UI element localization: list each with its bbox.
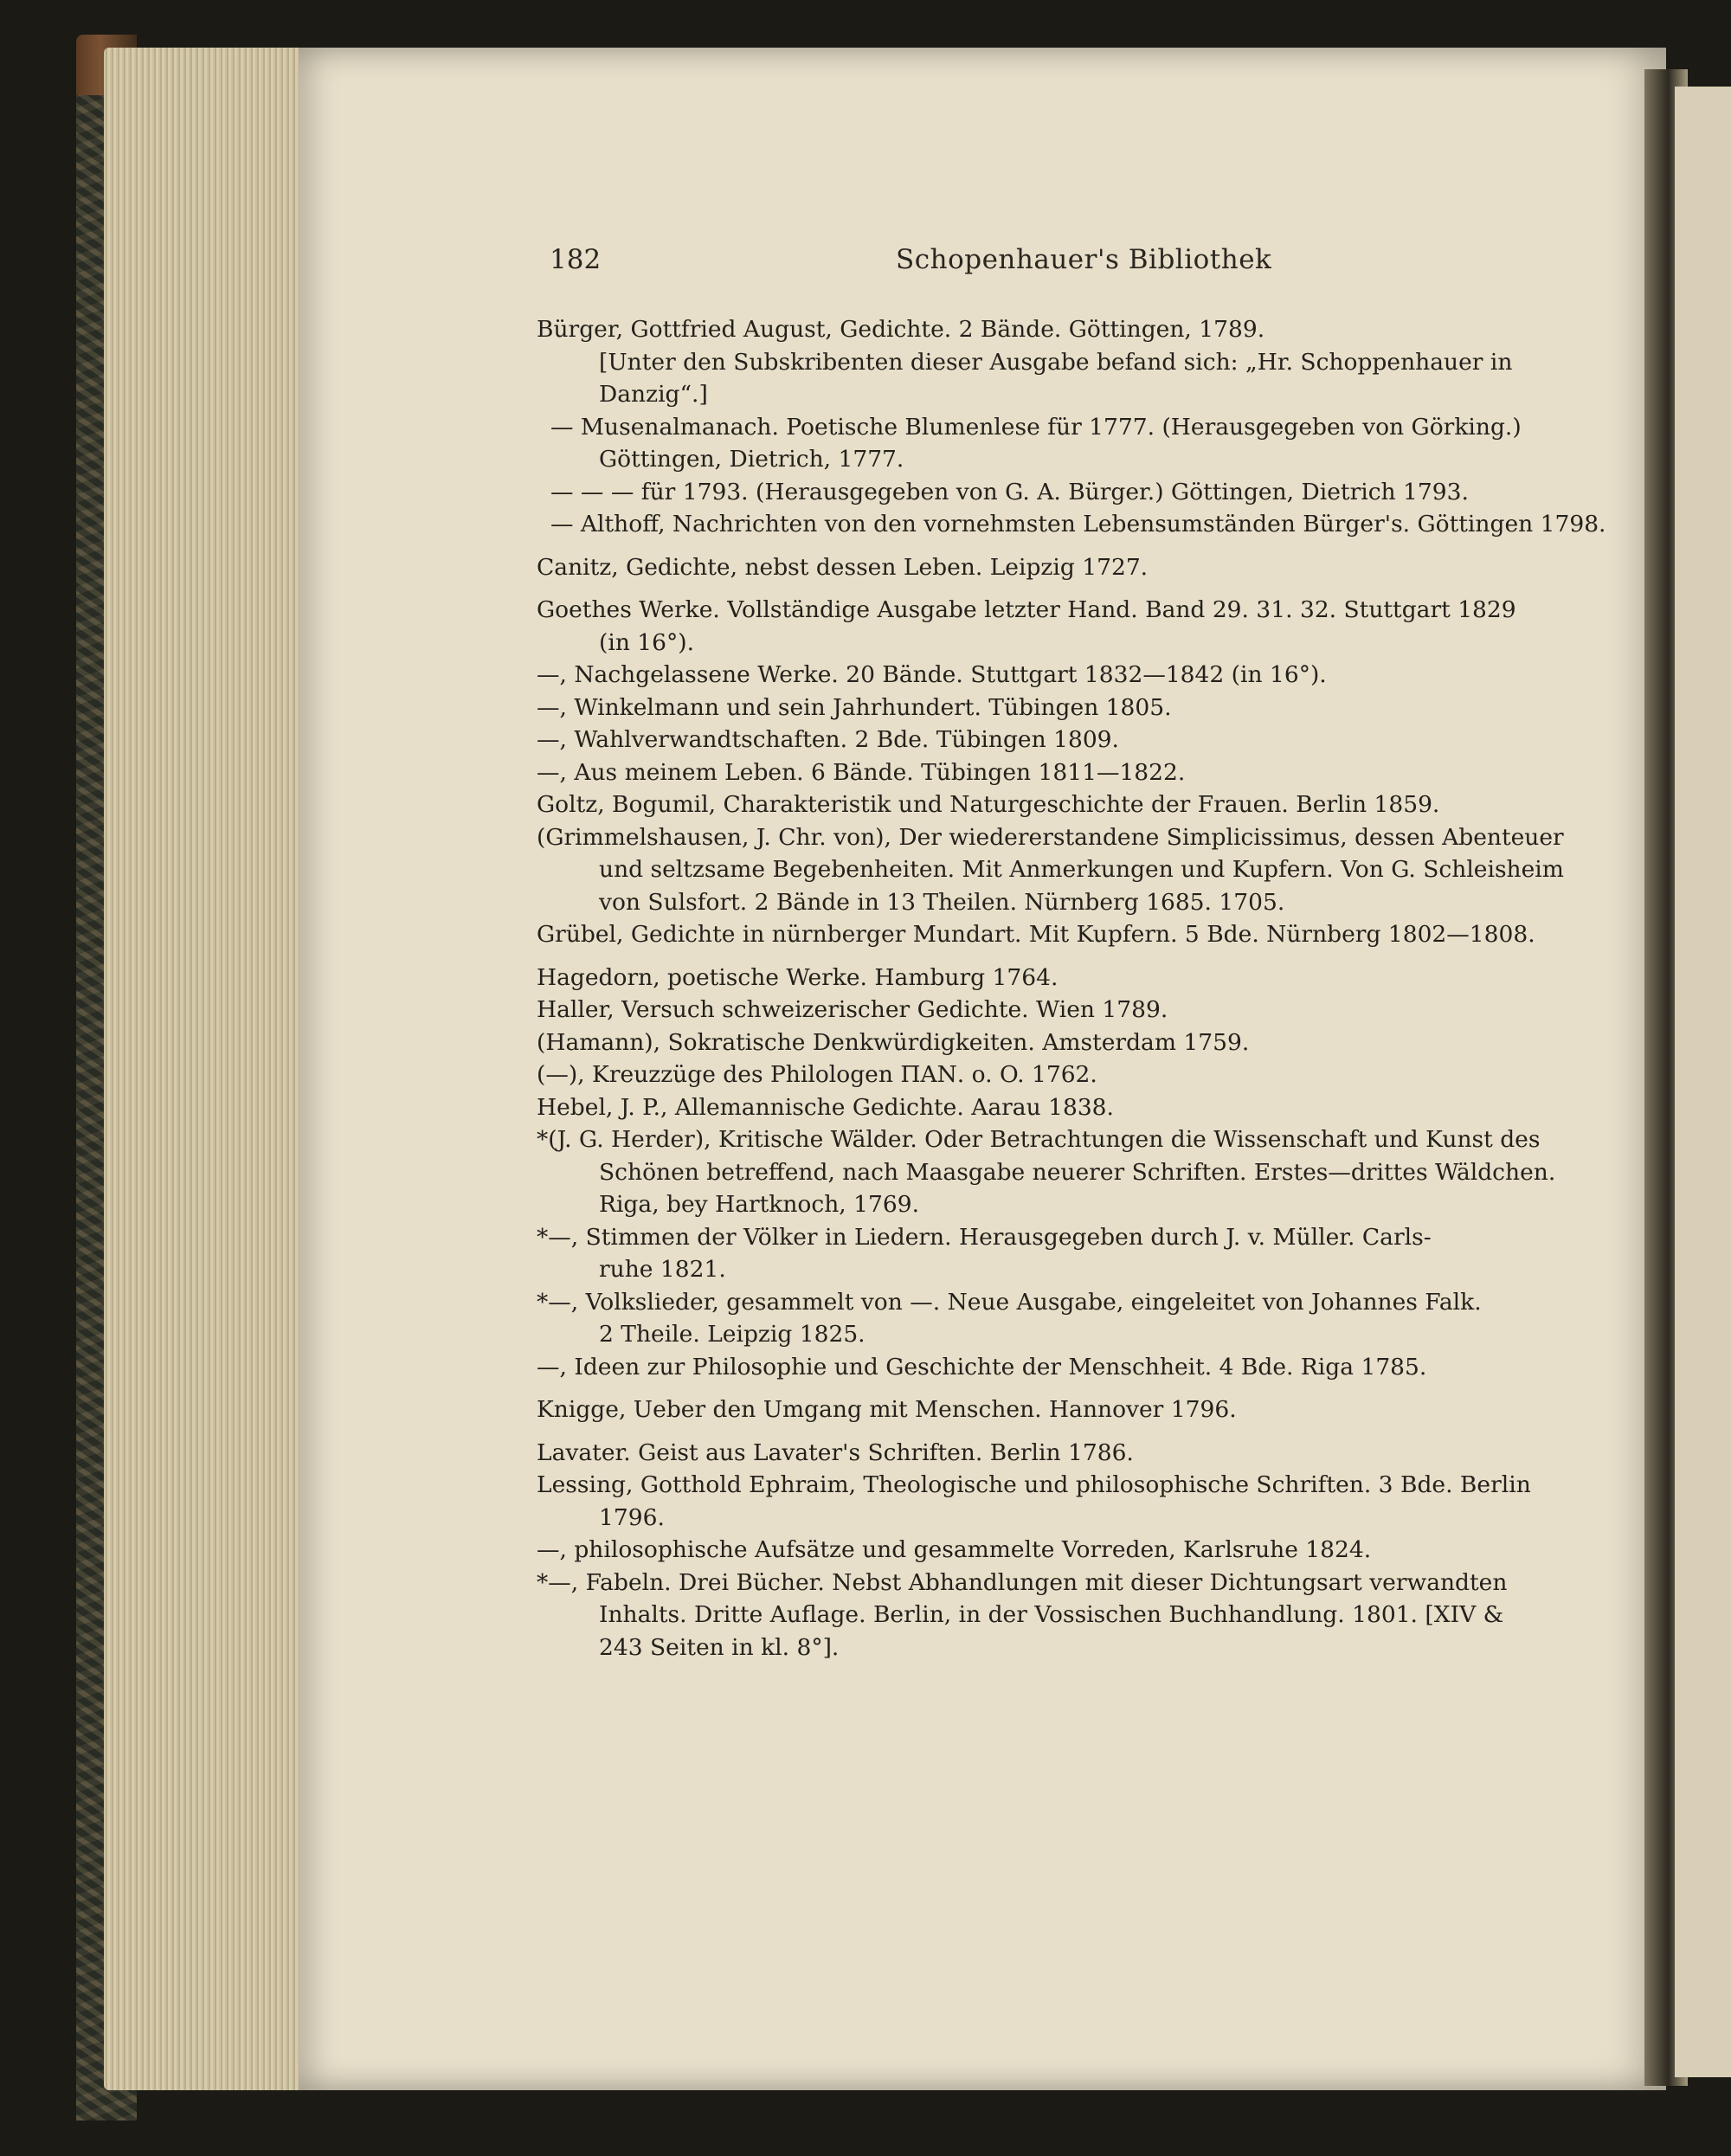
entry-line: Riga, bey Hartknoch, 1769. xyxy=(599,1191,920,1218)
page-edges xyxy=(104,48,303,2090)
entry-line: *—, Stimmen der Völker in Liedern. Herausgegeben durch J. v. Müller. Carls- xyxy=(537,1223,1432,1251)
entry-line: Hagedorn, poetische Werke. Hamburg 1764. xyxy=(537,963,1059,991)
entry-line: — — — für 1793. (Herausgegeben von G. A. Bürger.) Göttingen, Dietrich 1793. xyxy=(550,478,1469,505)
entry-line: (—), Kreuzzüge des Philologen ΠΑΝ. o. O. 1762. xyxy=(537,1061,1097,1088)
entry-line: (in 16°). xyxy=(599,628,695,656)
entry-line: — Althoff, Nachrichten von den vornehmsten Lebensumständen Bürger's. Göttingen 1798. xyxy=(550,511,1606,537)
entry-line: Haller, Versuch schweizerischer Gedichte. Wien 1789. xyxy=(537,996,1168,1023)
entry-line: Schönen betreffend, nach Maasgabe neuerer Schriften. Erstes—drittes Wäldchen. xyxy=(599,1158,1556,1186)
page-header xyxy=(550,244,1571,282)
entry-line: *—, Fabeln. Drei Bücher. Nebst Abhandlungen mit dieser Dichtungsart verwandten xyxy=(537,1568,1508,1596)
entry-line: *—, Volkslieder, gesammelt von —. Neue Ausgabe, eingeleitet von Johannes Falk. xyxy=(537,1288,1482,1316)
facing-page-edge xyxy=(1675,87,1731,2077)
entry-line: ruhe 1821. xyxy=(599,1256,726,1283)
entry-line: 2 Theile. Leipzig 1825. xyxy=(599,1321,866,1348)
entry-line: —, Wahlverwandtschaften. 2 Bde. Tübingen 1809. xyxy=(537,726,1119,753)
entry-line: Lavater. Geist aus Lavater's Schriften. Berlin 1786. xyxy=(537,1438,1134,1466)
entry-line: —, Aus meinem Leben. 6 Bände. Tübingen 1811—1822. xyxy=(537,758,1186,786)
entry-line: 1796. xyxy=(599,1503,665,1531)
entry-line: *(J. G. Herder), Kritische Wälder. Oder Betrachtungen die Wissenschaft und Kunst des xyxy=(537,1126,1541,1153)
entry-line: Goltz, Bogumil, Charakteristik und Naturgeschichte der Frauen. Berlin 1859. xyxy=(537,791,1440,818)
page-number: 182 xyxy=(550,244,602,275)
entry-line: von Sulsfort. 2 Bände in 13 Theilen. Nürnberg 1685. 1705. xyxy=(599,888,1285,916)
running-title: Schopenhauer's Bibliothek xyxy=(896,244,1272,275)
entry-line: —, philosophische Aufsätze und gesammelte Vorreden, Karlsruhe 1824. xyxy=(537,1536,1372,1563)
entry-line: Knigge, Ueber den Umgang mit Menschen. Hannover 1796. xyxy=(537,1396,1237,1423)
entry-line: Goethes Werke. Vollständige Ausgabe letzter Hand. Band 29. 31. 32. Stuttgart 1829 xyxy=(537,596,1516,623)
entry-line: — Musenalmanach. Poetische Blumenlese für 1777. (Herausgegeben von Görking.) xyxy=(550,413,1522,441)
entry-line: (Hamann), Sokratische Denkwürdigkeiten. Amsterdam 1759. xyxy=(537,1028,1250,1056)
entry-line: Göttingen, Dietrich, 1777. xyxy=(599,446,904,473)
entry-line: (Grimmelshausen, J. Chr. von), Der wiedererstandene Simplicissimus, dessen Abenteuer xyxy=(537,823,1564,851)
entry-line: Bürger, Gottfried August, Gedichte. 2 Bände. Göttingen, 1789. xyxy=(537,316,1265,343)
entry-line: und seltzsame Begebenheiten. Mit Anmerkungen und Kupfern. Von G. Schleisheim xyxy=(599,856,1564,883)
entry-line: —, Winkelmann und sein Jahrhundert. Tübingen 1805. xyxy=(537,693,1172,721)
entry-line: —, Nachgelassene Werke. 20 Bände. Stuttgart 1832—1842 (in 16°). xyxy=(537,661,1327,688)
entry-line: [Unter den Subskribenten dieser Ausgabe befand sich: „Hr. Schoppenhauer in xyxy=(599,348,1513,376)
entry-line: Hebel, J. P., Allemannische Gedichte. Aarau 1838. xyxy=(537,1093,1114,1121)
entry-line: 243 Seiten in kl. 8°]. xyxy=(599,1633,840,1661)
entry-line: Danzig“.] xyxy=(599,381,708,408)
bibliography-text xyxy=(537,313,1606,1664)
entry-line: Inhalts. Dritte Auflage. Berlin, in der Vossischen Buchhandlung. 1801. [XIV & xyxy=(599,1601,1504,1628)
entry-line: Lessing, Gotthold Ephraim, Theologische und philosophische Schriften. 3 Bde. Berlin xyxy=(537,1471,1531,1498)
entry-line: Canitz, Gedichte, nebst dessen Leben. Leipzig 1727. xyxy=(537,553,1149,581)
entry-line: —, Ideen zur Philosophie und Geschichte der Menschheit. 4 Bde. Riga 1785. xyxy=(537,1353,1427,1380)
entry-line: Grübel, Gedichte in nürnberger Mundart. Mit Kupfern. 5 Bde. Nürnberg 1802—1808. xyxy=(537,921,1535,948)
